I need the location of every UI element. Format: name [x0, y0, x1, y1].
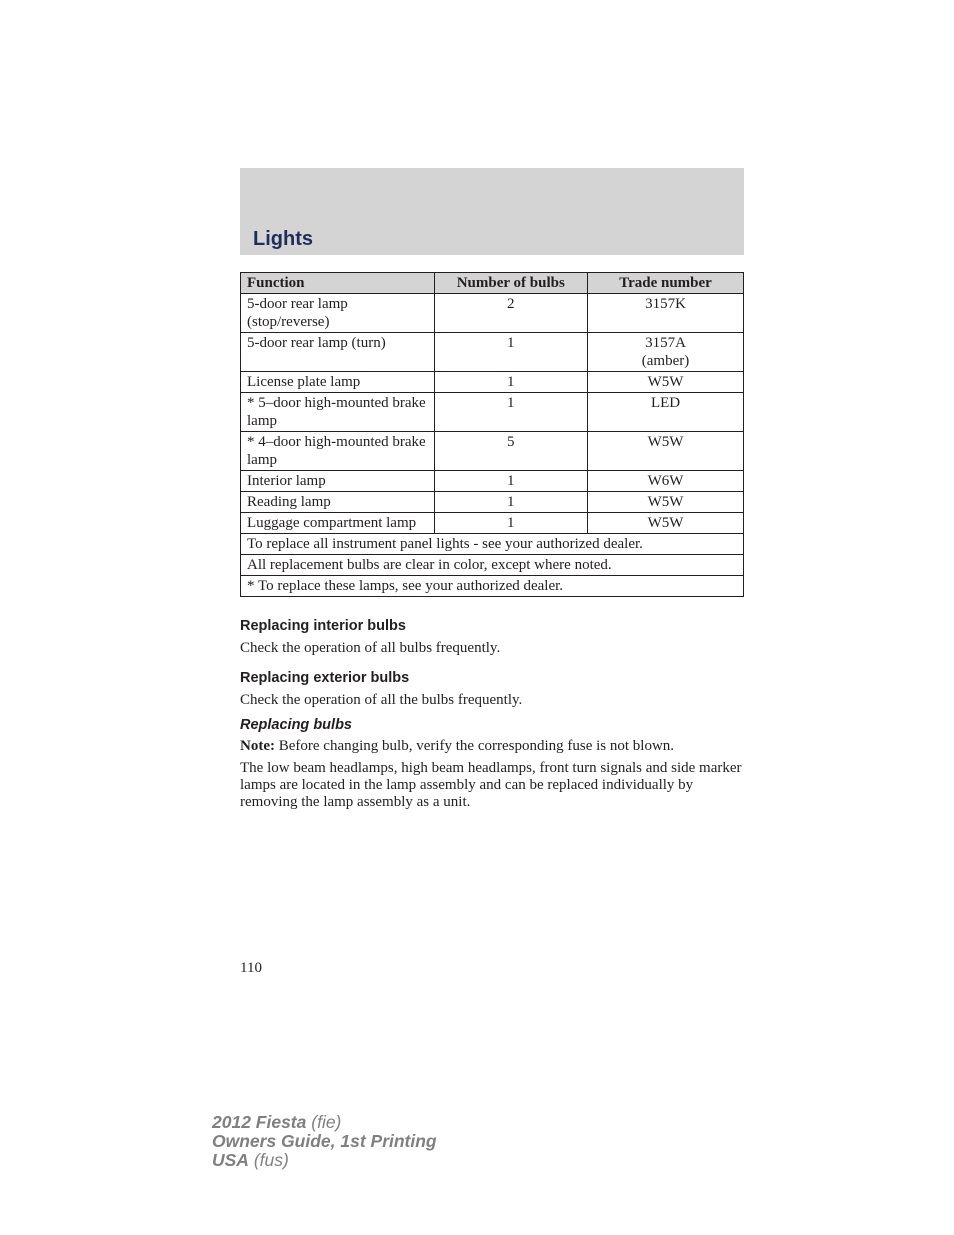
- column-header-trade-number: Trade number: [588, 273, 744, 294]
- table-row: [241, 471, 744, 492]
- function-cell: Reading lamp: [241, 492, 435, 513]
- lamp-assembly-paragraph: The low beam headlamps, high beam headlamps, front turn signals and side marker lamps are located in the lamp assembly and can be replaced individually by removing the lamp assembly as a unit.: [240, 760, 742, 810]
- function-cell: * 4–door high-mounted brake lamp: [241, 432, 435, 471]
- note-label: Note:: [240, 738, 275, 754]
- footer-line-guide: [212, 1132, 437, 1151]
- bulb-count-cell: 1: [434, 513, 588, 534]
- bulb-count-cell: 1: [434, 372, 588, 393]
- table-note: * To replace these lamps, see your authorized dealer.: [241, 576, 744, 597]
- bulb-count-cell: 5: [434, 432, 588, 471]
- note-text: Before changing bulb, verify the corresponding fuse is not blown.: [274, 738, 675, 754]
- bulb-count-cell: 1: [434, 492, 588, 513]
- table-note-row: [241, 534, 744, 555]
- table-row: [241, 294, 744, 333]
- footer-guide: Owners Guide, 1st Printing: [212, 1131, 437, 1151]
- trade-number-cell: LED: [588, 393, 744, 432]
- trade-number-cell: 3157K: [588, 294, 744, 333]
- table-row: [241, 333, 744, 372]
- section-title: Lights: [253, 228, 313, 250]
- replacing-bulbs-heading: Replacing bulbs: [240, 717, 352, 733]
- interior-bulbs-heading: Replacing interior bulbs: [240, 618, 406, 634]
- table-header-row: [241, 273, 744, 294]
- table-row: [241, 393, 744, 432]
- bulb-table: [240, 272, 744, 597]
- function-cell: 5-door rear lamp (stop/reverse): [241, 294, 435, 333]
- footer-market: USA: [212, 1150, 249, 1170]
- page-number: 110: [240, 960, 262, 976]
- table-row: [241, 492, 744, 513]
- function-cell: License plate lamp: [241, 372, 435, 393]
- exterior-bulbs-text: Check the operation of all the bulbs frequently.: [240, 692, 523, 708]
- function-cell: * 5–door high-mounted brake lamp: [241, 393, 435, 432]
- table-note: To replace all instrument panel lights - see your authorized dealer.: [241, 534, 744, 555]
- column-header-function: Function: [241, 273, 435, 294]
- footer-model: 2012 Fiesta: [212, 1112, 307, 1132]
- body-text: [240, 618, 744, 816]
- trade-number-cell: W5W: [588, 432, 744, 471]
- bulb-count-cell: 1: [434, 393, 588, 432]
- footer-model-code: (fie): [311, 1112, 342, 1132]
- footer: [212, 1113, 437, 1170]
- trade-number-cell: W5W: [588, 492, 744, 513]
- exterior-bulbs-heading: Replacing exterior bulbs: [240, 670, 410, 686]
- bulb-count-cell: 2: [434, 294, 588, 333]
- trade-number-cell: W5W: [588, 513, 744, 534]
- function-cell: Interior lamp: [241, 471, 435, 492]
- bulb-count-cell: 1: [434, 333, 588, 372]
- note-paragraph: [240, 738, 744, 755]
- table-row: [241, 432, 744, 471]
- table-row: [241, 372, 744, 393]
- function-cell: Luggage compartment lamp: [241, 513, 435, 534]
- trade-number-cell: W5W: [588, 372, 744, 393]
- column-header-number-of-bulbs: Number of bulbs: [434, 273, 588, 294]
- function-cell: 5-door rear lamp (turn): [241, 333, 435, 372]
- section-header-band: [240, 168, 744, 255]
- trade-number-cell: W6W: [588, 471, 744, 492]
- table-note-row: [241, 555, 744, 576]
- bulb-count-cell: 1: [434, 471, 588, 492]
- interior-bulbs-text: Check the operation of all bulbs frequently.: [240, 640, 501, 656]
- table-note-row: [241, 576, 744, 597]
- trade-number-cell: 3157A (amber): [588, 333, 744, 372]
- footer-line-model: [212, 1113, 437, 1132]
- table-note: All replacement bulbs are clear in color, except where noted.: [241, 555, 744, 576]
- footer-market-code: (fus): [253, 1150, 289, 1170]
- footer-line-market: [212, 1151, 437, 1170]
- table-body: [241, 294, 744, 597]
- table-row: [241, 513, 744, 534]
